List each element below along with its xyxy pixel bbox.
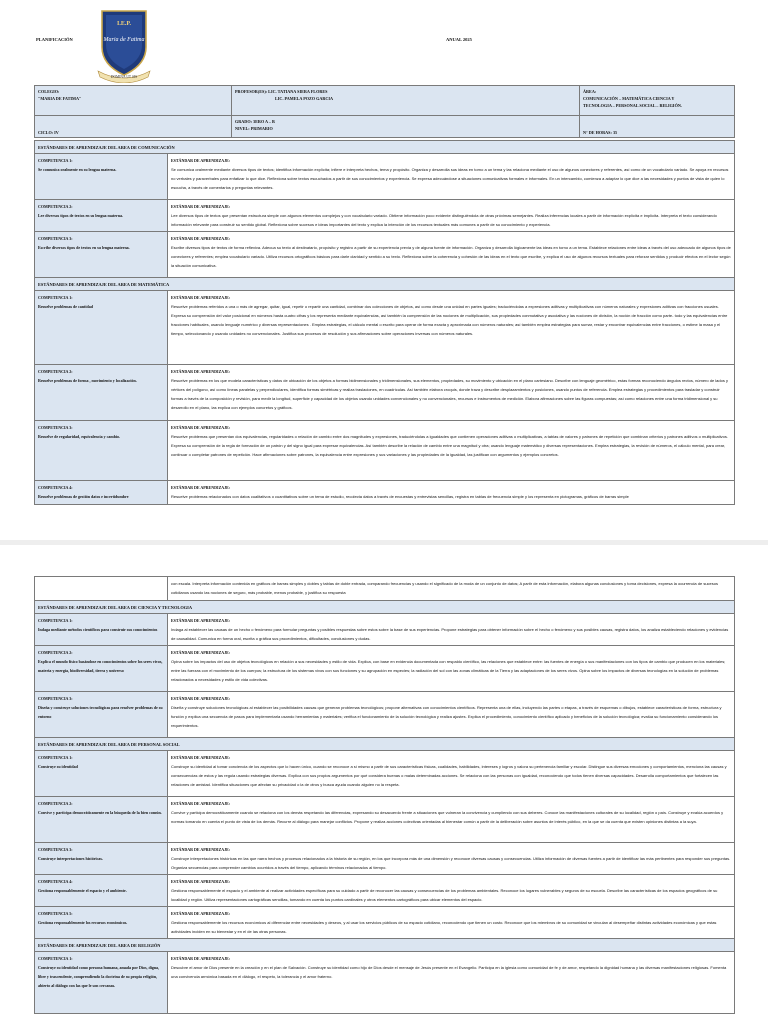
competency-row bbox=[35, 907, 735, 939]
info-table bbox=[34, 85, 735, 138]
competency-cell bbox=[35, 751, 168, 797]
standard-text: Diseña y construye soluciones tecnológicas al establecer las posibilidades causas que generan problemas tecnológicos; propone alternativas con conocimientos científicos. Representa una de ellas, incluyendo las partes o etapas, a través de esquemas o dibujos, establece características de forma, estructura y función y explica una secuencia de pasos para implementarla usando herramientas y materiales; verifica el funcionamiento de la solución tecnológica y realiza ajustes. Explica el procedimiento, conocimiento científico aplicado y beneficios de la solución tecnológica; evalúa su funcionamiento considerando los requerimientos. bbox=[171, 704, 722, 728]
standard-cell bbox=[168, 875, 735, 907]
competency-cell bbox=[35, 875, 168, 907]
standard-label: ESTÁNDAR DE APRENDIZAJE: bbox=[171, 484, 231, 490]
competency-cell bbox=[35, 952, 168, 1014]
standard-cell bbox=[168, 843, 735, 875]
competency-cell bbox=[35, 365, 168, 421]
competency-name: Se comunica oralmente en su lengua materna. bbox=[38, 166, 117, 172]
section-title: ESTÁNDARES DE APRENDIZAJE DEL AREA DE PERSONAL SOCIAL bbox=[35, 738, 735, 751]
standard-cell bbox=[168, 692, 735, 738]
competency-row bbox=[35, 291, 735, 365]
competency-row bbox=[35, 692, 735, 738]
competency-row bbox=[35, 200, 735, 232]
competency-number: COMPETENCIA 3: bbox=[38, 846, 73, 852]
section-header-row bbox=[35, 278, 735, 291]
planificacion-heading: PLANIFICACIÓN bbox=[36, 37, 73, 42]
standard-cell bbox=[168, 291, 735, 365]
standard-text: Resuelve problemas que presentan dos equivalencias, regularidades o relación de cambio entre dos magnitudes y expresiones, traduciéndolas a igualdades que contienen operaciones aditivas o multiplicativas, a tablas de valores y patrones de repetición que combinan criterios y patrones aditivos o multiplicativos. Expresa su comprensión de la regla de formación de un patrón y del signo igual para expresar equivalencias. Así también describe la relación de cambio entre una magnitud y otra; usando lenguaje matemático y diversas representaciones. Emplea estrategias, la revisión de números, el cálculo mental, para crear, continuar o completar patrones de repetición. Hace afirmaciones sobre patrones, la equivalencia entre expresiones y sus variaciones y las propiedades de la igualdad, las justifican con argumentos y ejemplos concretos. bbox=[171, 433, 728, 457]
standard-text: Resuelve problemas relacionados con datos cualitativos o cuantitativos sobre un tema de estudio, recolecta datos a través de encuestas y entrevistas sencillas, registra en tablas de frecuencia simple y los representa en pictogramas, gráficos de barras simple bbox=[171, 493, 629, 499]
horas-cell: N° DE HORAS: 35 bbox=[580, 116, 735, 138]
standard-cell bbox=[168, 614, 735, 646]
school-crest-logo bbox=[84, 5, 164, 83]
standard-label: ESTÁNDAR DE APRENDIZAJE: bbox=[171, 754, 231, 760]
section-title: ESTÁNDARES DE APRENDIZAJE DEL AREA DE CIENCIA Y TECNOLOGIA bbox=[35, 601, 735, 614]
standard-label: ESTÁNDAR DE APRENDIZAJE: bbox=[171, 800, 231, 806]
competency-name: Construye interpretaciones históricas. bbox=[38, 855, 103, 861]
competency-cell bbox=[35, 646, 168, 692]
competency-number: COMPETENCIA 1: bbox=[38, 754, 73, 760]
competency-row bbox=[35, 646, 735, 692]
standard-text: Descubre el amor de Dios presente en la creación y en el plan de Salvación. Construye su identidad como hijo de Dios desde el mensaje de Jesús presente en el Evangelio. Participa en la iglesia como comunidad de fe y de amor, respetando la dignidad humana y las diversas manifestaciones religiosas. Fomenta una convivencia armónica basada en el diálogo, el respeto, la tolerancia y el amor fraterno. bbox=[171, 964, 727, 979]
competency-name: Resuelve problemas de gestión datos e incertidumbre bbox=[38, 493, 129, 499]
standard-label: ESTÁNDAR DE APRENDIZAJE: bbox=[171, 846, 231, 852]
area-label: ÁREA: bbox=[583, 88, 597, 94]
competency-row bbox=[35, 481, 735, 505]
competency-name: Construye su identidad bbox=[38, 763, 78, 769]
section-title: ESTÁNDARES DE APRENDIZAJE DEL AREA DE RELIGIÓN bbox=[35, 939, 735, 952]
competency-name: Escribe diversos tipos de textos en su lengua materna. bbox=[38, 244, 130, 250]
competency-cell bbox=[35, 481, 168, 505]
standard-label: ESTÁNDAR DE APRENDIZAJE: bbox=[171, 878, 231, 884]
logo-motto-text: DOMINA UT SIS bbox=[110, 75, 138, 79]
colegio-cell bbox=[35, 86, 232, 116]
standard-text: Lee diversos tipos de textos que presentan estructura simple con algunos elementos complejos y con vocabulario variado. Obtiene información poco evidente distinguiéndola de otras próximas semejantes. Realiza inferencias locales a partir de información explícita e implícita. Interpreta el texto considerando información relevante para construir su sentido global. Reflexiona sobre sucesos e ideas importantes del texto y explica la intención de los recursos textuales más comunes a partir de su conocimiento y experiencia. bbox=[171, 212, 717, 227]
profesor-2: LIC. PAMELA POZO GARCIA bbox=[275, 95, 334, 101]
competency-number: COMPETENCIA 2: bbox=[38, 203, 73, 209]
competency-number: COMPETENCIA 2: bbox=[38, 800, 73, 806]
standard-cell bbox=[168, 907, 735, 939]
competency-number: COMPETENCIA 1: bbox=[38, 617, 73, 623]
standards-table-page-2 bbox=[34, 576, 735, 1014]
section-title: ESTÁNDARES DE APRENDIZAJE DEL AREA DE MATEMÁTICA bbox=[35, 278, 735, 291]
standard-cell bbox=[168, 646, 735, 692]
standard-text: Resuelve problemas referidos a una o más de agregar, quitar, igual, repetir o repartir una cantidad, combinar dos colecciones de objetos, así como desde una unidad en partes iguales; traduciéndolas a expresiones aditivas y multiplicativas con números naturales y expresiones aditivas con fracciones usuales. Expresa su comprensión del valor posicional en números hasta cuatro cifras y los representa mediante equivalencias, así también la comprensión de las nociones de multiplicación, sus propiedades conmutativa y asociativa y las nociones de división, la noción de fracción como parte- todo y las equivalencias entre fracciones habituales, usando lenguaje numérico y diversas representaciones . Emplea estrategias, el cálculo mental o escrito para operar de forma exacta y aproximada con números naturales; así también emplea estrategias para sumar, restar y encontrar equivalencias entre fracciones, o estime la masa y el tiempo, seleccionando y usando unidades no convencionales. Justifica sus procesos de resolución y sus afirmaciones sobre operaciones inversas con números naturales. bbox=[171, 303, 728, 336]
competency-name: Convive y participa democráticamente en la búsqueda de la bien común. bbox=[38, 809, 162, 815]
continuation-text: con escala. Interpreta información contenida en gráficos de barras simples y dobles y tablas de doble entrada, comparando frecuencias y usando el significado de la moda de un conjunto de datos; A partir de esta información, elabora algunas conclusiones y toma decisiones, expresa la ocurrencia de sucesos cotidianos usando las nociones de seguro, más probable, menos probable, y justifica su respuesta bbox=[168, 577, 735, 601]
competency-name: Gestiona responsablemente el espacio y el ambiente. bbox=[38, 887, 127, 893]
competency-cell bbox=[35, 907, 168, 939]
competency-row bbox=[35, 614, 735, 646]
logo-top-text: I.E.P. bbox=[117, 21, 131, 27]
standard-label: ESTÁNDAR DE APRENDIZAJE: bbox=[171, 910, 231, 916]
continuation-empty-cell bbox=[35, 577, 168, 601]
ciclo-cell: CICLO: IV bbox=[35, 116, 232, 138]
competency-number: COMPETENCIA 2: bbox=[38, 649, 73, 655]
competency-cell bbox=[35, 232, 168, 278]
competency-number: COMPETENCIA 3: bbox=[38, 424, 73, 430]
competency-name: Construye su identidad como persona humana, amada por Dios, digna, libre y trascendente, comprendiendo la doctrina de su propia religión, abierto al diálogo con las que le son cercanas. bbox=[38, 964, 160, 988]
competency-cell bbox=[35, 200, 168, 232]
competency-number: COMPETENCIA 3: bbox=[38, 695, 73, 701]
competency-number: COMPETENCIA 3: bbox=[38, 235, 73, 241]
standard-label: ESTÁNDAR DE APRENDIZAJE: bbox=[171, 617, 231, 623]
competency-cell bbox=[35, 421, 168, 481]
standard-text: Construye su identidad al tomar conciencia de los aspectos que lo hacen único, cuando se reconoce a sí mismo a partir de sus características físicas, cualidades, habilidades, intereses y logros y valora su pertenencia familiar y escolar. Distingue sus diversas emociones y comportamientos, menciona las causas y consecuencias de estos y las regula usando estrategias diversas. Explica con sus propios argumentos por qué considera buenas o malas determinadas acciones. Se relaciona con las personas con igualdad, reconociendo que todos tienen diversas capacidades. Desarrolla comportamientos que fortalecen las relaciones de amistad. Identifica situaciones que afectan su privacidad o la de otros y busca ayuda cuando alguien no la respeta. bbox=[171, 763, 727, 787]
competency-number: COMPETENCIA 1: bbox=[38, 955, 73, 961]
standard-label: ESTÁNDAR DE APRENDIZAJE: bbox=[171, 294, 231, 300]
standard-cell bbox=[168, 481, 735, 505]
standard-cell bbox=[168, 365, 735, 421]
competency-number: COMPETENCIA 4: bbox=[38, 878, 73, 884]
competency-number: COMPETENCIA 4: bbox=[38, 484, 73, 490]
competency-row bbox=[35, 232, 735, 278]
competency-name: Indaga mediante métodos científicos para construir sus conocimientos bbox=[38, 626, 158, 632]
competency-row bbox=[35, 843, 735, 875]
area-value-2: TECNOLOGIA – PERSONAL SOCIAL – RELIGIÓN. bbox=[583, 102, 682, 108]
area-value-1: COMUNICACIÓN – MATEMÁTICA CIENCIA Y bbox=[583, 95, 675, 101]
logo-script-text: Maria de Fatima bbox=[103, 37, 145, 43]
section-header-row bbox=[35, 141, 735, 154]
anual-heading: ANUAL 2025 bbox=[446, 37, 472, 42]
competency-name: Resuelve problemas de forma , movimiento y localización. bbox=[38, 377, 137, 383]
standard-cell bbox=[168, 751, 735, 797]
standard-cell bbox=[168, 200, 735, 232]
standard-label: ESTÁNDAR DE APRENDIZAJE: bbox=[171, 955, 231, 961]
competency-cell bbox=[35, 291, 168, 365]
competency-name: Resuelve problemas de cantidad bbox=[38, 303, 93, 309]
standard-text: Gestiona responsablemente los recursos económicos al diferenciar entre necesidades y deseos, y al usar los servicios públicos de su espacio cotidiano, reconociendo que tienen un costo. Reconoce que los miembros de su comunidad se vinculan al desempeñar distintas actividades económicas y que estas actividades inciden en su bienestar y en el de las otras personas. bbox=[171, 919, 717, 934]
grado-nivel-cell bbox=[232, 116, 580, 138]
area-cell bbox=[580, 86, 735, 116]
competency-number: COMPETENCIA 5: bbox=[38, 910, 73, 916]
standard-text: Convive y participa democráticamente cuando se relaciona con los demás respetando las diferencias, expresando su desacuerdo frente a situaciones que vulneran la convivencia y cumpliendo con sus deberes. Conoce las manifestaciones culturales de su localidad, región o país. Construye y evalúa acuerdos y normas tomando en cuenta el punto de vista de los demás. Recurre al diálogo para manejar conflictos. Propone y realiza acciones colectivas orientadas al bienestar común a partir de la deliberación sobre asuntos de interés público, en la que se da cuenta que existen opiniones distintas a la suya. bbox=[171, 809, 724, 824]
competency-row bbox=[35, 421, 735, 481]
section-header-row bbox=[35, 601, 735, 614]
competency-row bbox=[35, 875, 735, 907]
competency-name: Lee diversos tipos de textos en su lengua materna. bbox=[38, 212, 123, 218]
competency-name: Diseña y construye soluciones tecnológicas para resolver problemas de su entorno bbox=[38, 704, 163, 719]
standard-label: ESTÁNDAR DE APRENDIZAJE: bbox=[171, 649, 231, 655]
standard-label: ESTÁNDAR DE APRENDIZAJE: bbox=[171, 695, 231, 701]
competency-row bbox=[35, 797, 735, 843]
competency-number: COMPETENCIA 1: bbox=[38, 157, 73, 163]
standard-text: Construye interpretaciones históricas en las que narra hechos y procesos relacionados a la historia de su región, en los que incorpora más de una dimensión y reconoce diversas causas y consecuencias. Utiliza información de diversas fuentes a partir de identificar las más pertinentes para responder sus preguntas. Organiza secuencias para comprender cambios ocurridos a través del tiempo, aplicando términos relacionados al tiempo. bbox=[171, 855, 731, 870]
standard-text: Opina sobre los impactos del uso de objetos tecnológicos en relación a sus necesidades y estilo de vida. Explica, con base en evidencia documentada con respaldo científico, las relaciones que establece entre: las fuentes de energía o sus manifestaciones con los tipos de cambio que producen en los materiales; entre las fuerzas con el movimiento de los cuerpos; la estructura de los sistemas vivos con sus funciones y su agrupación en especies; la radiación del sol con las zonas climáticas de la Tierra y las adaptaciones de los seres vivos. Opina sobre los impactos de diversas tecnologías en la solución de problemas relacionados a necesidades y estilo de vida colectivas. bbox=[171, 658, 726, 682]
competency-row bbox=[35, 365, 735, 421]
section-title: ESTÁNDARES DE APRENDIZAJE DEL AREA DE COMUNICACIÓN bbox=[35, 141, 735, 154]
standard-text: Resuelve problemas en los que modela características y datos de ubicación de los objetos a formas bidimensionales y tridimensionales, sus elementos, propiedades, su movimiento y ubicación en el plano cartesiano. Describe con lenguaje geométrico, estas formas reconociendo ángulos rectos, número de lados y vértices del polígono, así como líneas paralelas y perpendiculares, identifica formas simétricas y realiza traslaciones, en cuadrículas. Así también elabora croquis, donde traza y describe desplazamientos y posiciones, usando puntos de referencia. Emplea estrategias y procedimientos para trasladar y construir formas a través de la composición y revisión, para medir la longitud, superficie y capacidad de los objetos usando unidades convencionales y no convencionales, recursos e instrumentos de medición. Elabora afirmaciones sobre las figuras compuestas; así como relaciones entre una forma tridimensional y su desarrollo en el plano, las explica con ejemplos concretos y gráficos. bbox=[171, 377, 728, 410]
competency-cell bbox=[35, 614, 168, 646]
competency-cell bbox=[35, 154, 168, 200]
standard-label: ESTÁNDAR DE APRENDIZAJE: bbox=[171, 368, 231, 374]
standard-text: Gestiona responsablemente el espacio y el ambiente al realizar actividades específicas para su cuidado a partir de reconocer las causas y consecuencias de los problemas ambientales. Reconoce los lugares vulnerables y seguros de su escuela. Describe las características de los espacios geográficos de su localidad y región. Utiliza representaciones cartográficas sencillas, tomando en cuenta los puntos cardinales y otros elementos cartográficos para ubicar elementos del espacio. bbox=[171, 887, 718, 902]
competency-number: COMPETENCIA 2: bbox=[38, 368, 73, 374]
competency-number: COMPETENCIA 1: bbox=[38, 294, 73, 300]
colegio-value: "MARIA DE FATIMA" bbox=[38, 95, 82, 101]
colegio-label: COLEGIO: bbox=[38, 88, 60, 94]
standard-label: ESTÁNDAR DE APRENDIZAJE: bbox=[171, 424, 231, 430]
continuation-row bbox=[35, 577, 735, 601]
profesores-label: PROFESOR(ES): bbox=[235, 88, 268, 94]
grado-value: GRADO: 3ERO A – B bbox=[235, 118, 275, 124]
standard-label: ESTÁNDAR DE APRENDIZAJE: bbox=[171, 203, 231, 209]
section-header-row bbox=[35, 939, 735, 952]
standard-cell bbox=[168, 952, 735, 1014]
competency-name: Explica el mundo físico basándose en conocimientos sobre los seres vivos, materia y energía, biodiversidad, tierra y universo bbox=[38, 658, 163, 673]
competency-cell bbox=[35, 692, 168, 738]
standard-text: Se comunica oralmente mediante diversos tipos de textos; identifica información explícita; infiere e interpreta hechos, tema y propósito. Organiza y desarrolla sus ideas en torno a un tema y las relaciona mediante el uso de algunos conectores y referentes, así como de un vocabulario variado. Se apoya en recursos no verbales y paraverbales para enfatizar lo que dice. Reflexiona sobre textos escuchados a partir de sus conocimientos y experiencia. Se expresa adecuándose a situaciones comunicativas formales e informales. En un intercambio, comienza a adaptar lo que dice a las necesidades y puntos de vista de quien lo escucha, a través de comentarios y preguntas relevantes. bbox=[171, 166, 729, 190]
competency-row bbox=[35, 154, 735, 200]
standard-cell bbox=[168, 232, 735, 278]
standard-cell bbox=[168, 154, 735, 200]
competency-row bbox=[35, 751, 735, 797]
competency-cell bbox=[35, 843, 168, 875]
nivel-value: NIVEL: PRIMARIO bbox=[235, 125, 273, 131]
section-header-row bbox=[35, 738, 735, 751]
standard-label: ESTÁNDAR DE APRENDIZAJE: bbox=[171, 235, 231, 241]
competency-cell bbox=[35, 797, 168, 843]
standard-label: ESTÁNDAR DE APRENDIZAJE: bbox=[171, 157, 231, 163]
standards-table-page-1 bbox=[34, 140, 735, 505]
profesor-1: LIC. TATIANA SIERA FLORES bbox=[268, 88, 328, 94]
profesores-cell bbox=[232, 86, 580, 116]
competency-row bbox=[35, 952, 735, 1014]
document-page-2 bbox=[0, 545, 768, 1024]
competency-name: Gestiona responsablemente los recursos económicos. bbox=[38, 919, 128, 925]
standard-cell bbox=[168, 421, 735, 481]
competency-name: Resuelve de regularidad, equivalencia y cambio. bbox=[38, 433, 121, 439]
standard-text: Indaga al establecer las causas de un hecho o fenómeno para formular preguntas y posibles respuestas sobre estos sobre la base de sus experiencias. Propone estrategias para obtener información sobre el hecho o fenómeno y sus posibles causas, registra datos, los analiza estableciendo relaciones y evidencias de causalidad. Comunica en forma oral, escrita o gráfica sus procedimientos, dificultades, conclusiones y dudas. bbox=[171, 626, 729, 641]
standard-cell bbox=[168, 797, 735, 843]
standard-text: Escribe diversos tipos de textos de forma reflexiva. Adecua su texto al destinatario, propósito y registro a partir de su experiencia previa y de alguna fuente de información. Organiza y desarrolla lógicamente las ideas en torno a un tema. Establece relaciones entre ideas a través del uso adecuado de algunos tipos de conectores y referentes; emplea vocabulario variado. Utiliza recursos ortográficos básicos para darle claridad y sentido a su texto. Reflexiona sobre la coherencia y cohesión de las ideas en el texto que escribe, y explica el uso de algunos recursos textuales para reforzar sentidos y producir efectos en el lector según la situación comunicativa. bbox=[171, 244, 731, 268]
